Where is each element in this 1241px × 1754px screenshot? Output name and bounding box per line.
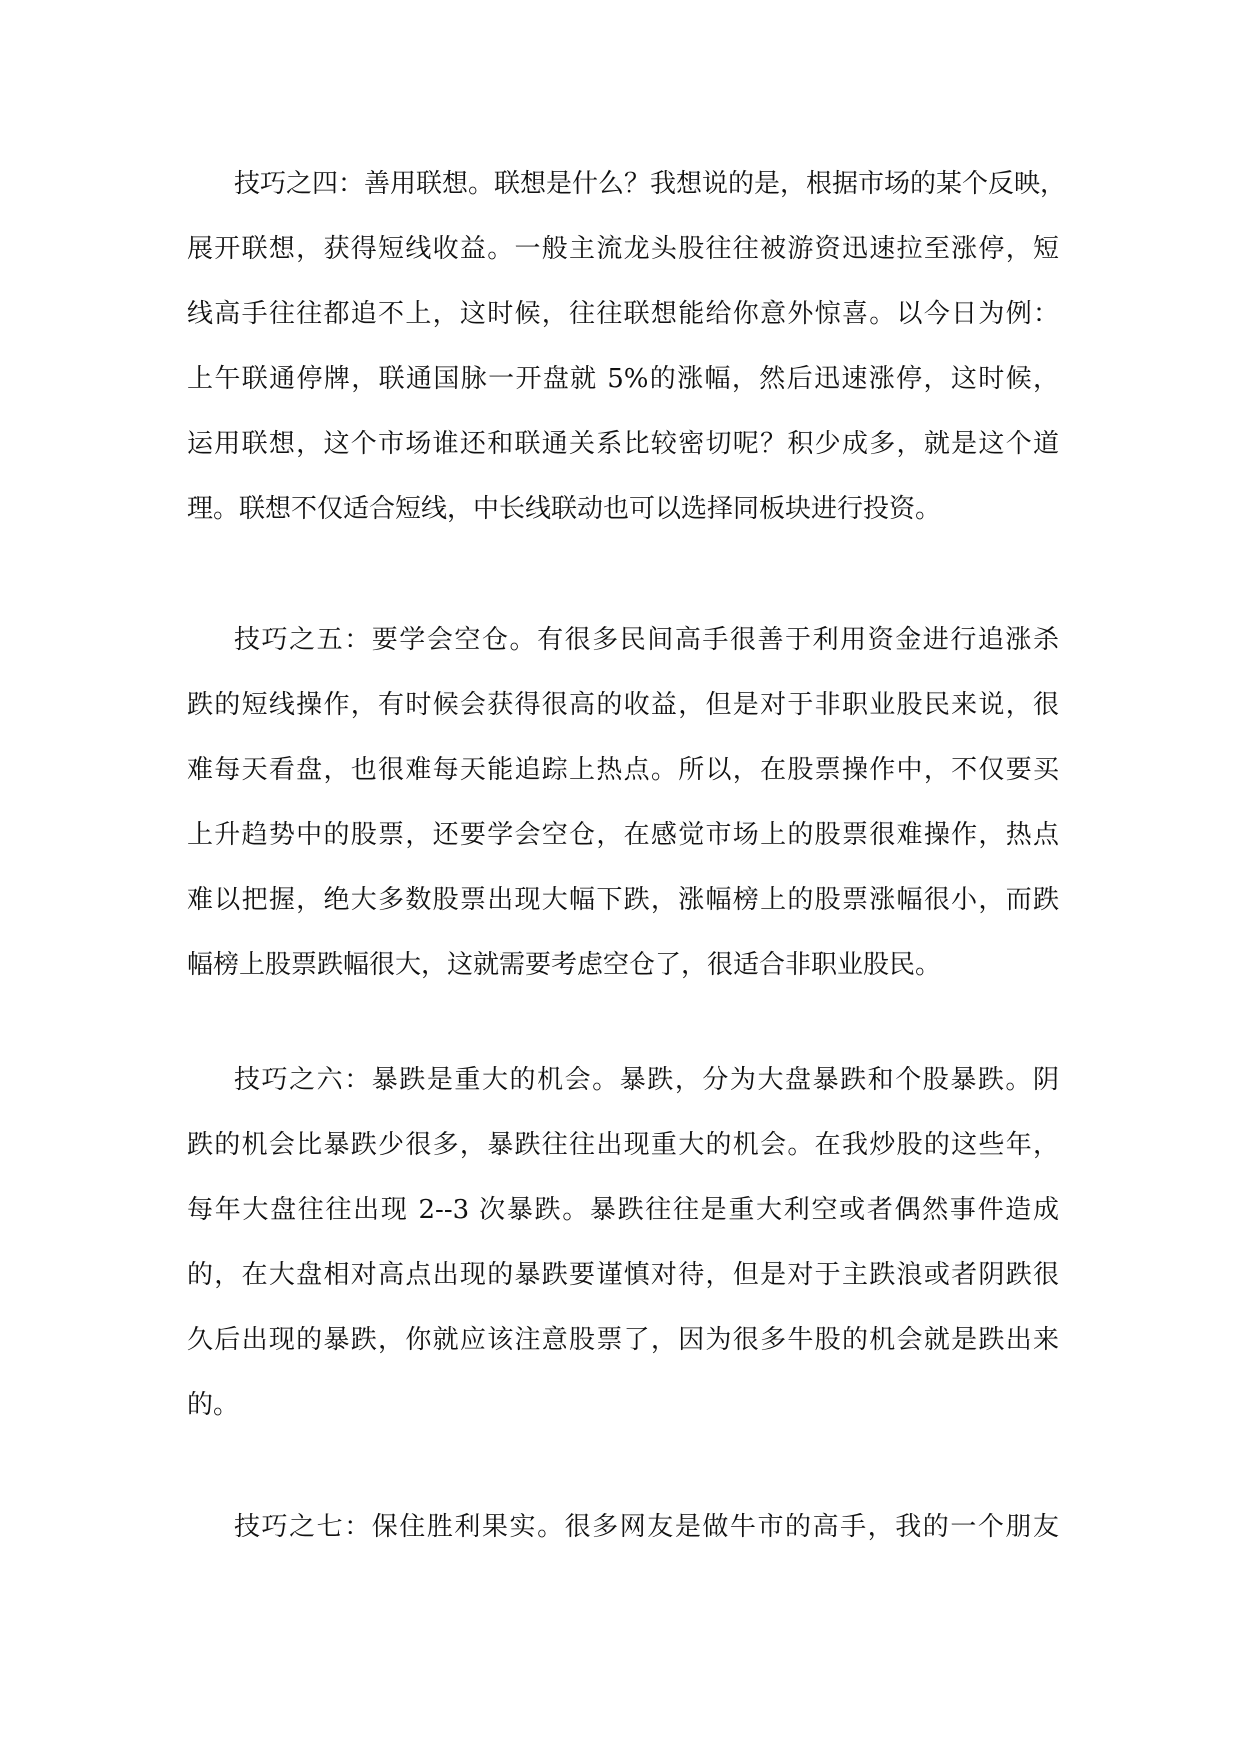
text-line: 幅榜上股票跌幅很大，这就需要考虑空仓了，很适合非职业股民。 [187, 950, 942, 980]
text-line: 技巧之七：保住胜利果实。很多网友是做牛市的高手，我的一个朋友 [234, 1512, 1059, 1542]
paragraph-tip-6 [187, 1048, 1059, 1438]
text-line: 技巧之四：善用联想。联想是什么？我想说的是，根据市场的某个反映， [234, 169, 1067, 199]
text-line: 技巧之五：要学会空仓。有很多民间高手很善于利用资金进行追涨杀 [234, 625, 1059, 655]
text-line: 运用联想，这个市场谁还和联通关系比较密切呢？积少成多，就是这个道 [187, 429, 1059, 459]
text-line: 技巧之六：暴跌是重大的机会。暴跌，分为大盘暴跌和个股暴跌。阴 [234, 1065, 1059, 1095]
text-line: 展开联想，获得短线收益。一般主流龙头股往往被游资迅速拉至涨停，短 [187, 234, 1059, 264]
text-line: 上午联通停牌，联通国脉一开盘就 5%的涨幅，然后迅速涨停，这时候， [187, 364, 1059, 394]
text-line: 难以把握，绝大多数股票出现大幅下跌，涨幅榜上的股票涨幅很小，而跌 [187, 885, 1059, 915]
text-line: 跌的机会比暴跌少很多，暴跌往往出现重大的机会。在我炒股的这些年， [187, 1130, 1059, 1160]
text-line: 久后出现的暴跌，你就应该注意股票了，因为很多牛股的机会就是跌出来 [187, 1325, 1059, 1355]
text-line: 跌的短线操作，有时候会获得很高的收益，但是对于非职业股民来说，很 [187, 690, 1059, 720]
paragraph-tip-5 [187, 608, 1059, 998]
text-line: 每年大盘往往出现 2--3 次暴跌。暴跌往往是重大利空或者偶然事件造成 [187, 1195, 1059, 1225]
text-line: 难每天看盘，也很难每天能追踪上热点。所以，在股票操作中，不仅要买 [187, 755, 1059, 785]
text-line: 线高手往往都追不上，这时候，往往联想能给你意外惊喜。以今日为例： [187, 299, 1059, 329]
text-line: 理。联想不仅适合短线，中长线联动也可以选择同板块进行投资。 [187, 494, 942, 524]
text-line: 上升趋势中的股票，还要学会空仓，在感觉市场上的股票很难操作，热点 [187, 820, 1059, 850]
text-line: 的，在大盘相对高点出现的暴跌要谨慎对待，但是对于主跌浪或者阴跌很 [187, 1260, 1059, 1290]
paragraph-tip-7 [187, 1495, 1059, 1560]
text-line: 的。 [187, 1390, 240, 1420]
paragraph-tip-4 [187, 152, 1067, 542]
